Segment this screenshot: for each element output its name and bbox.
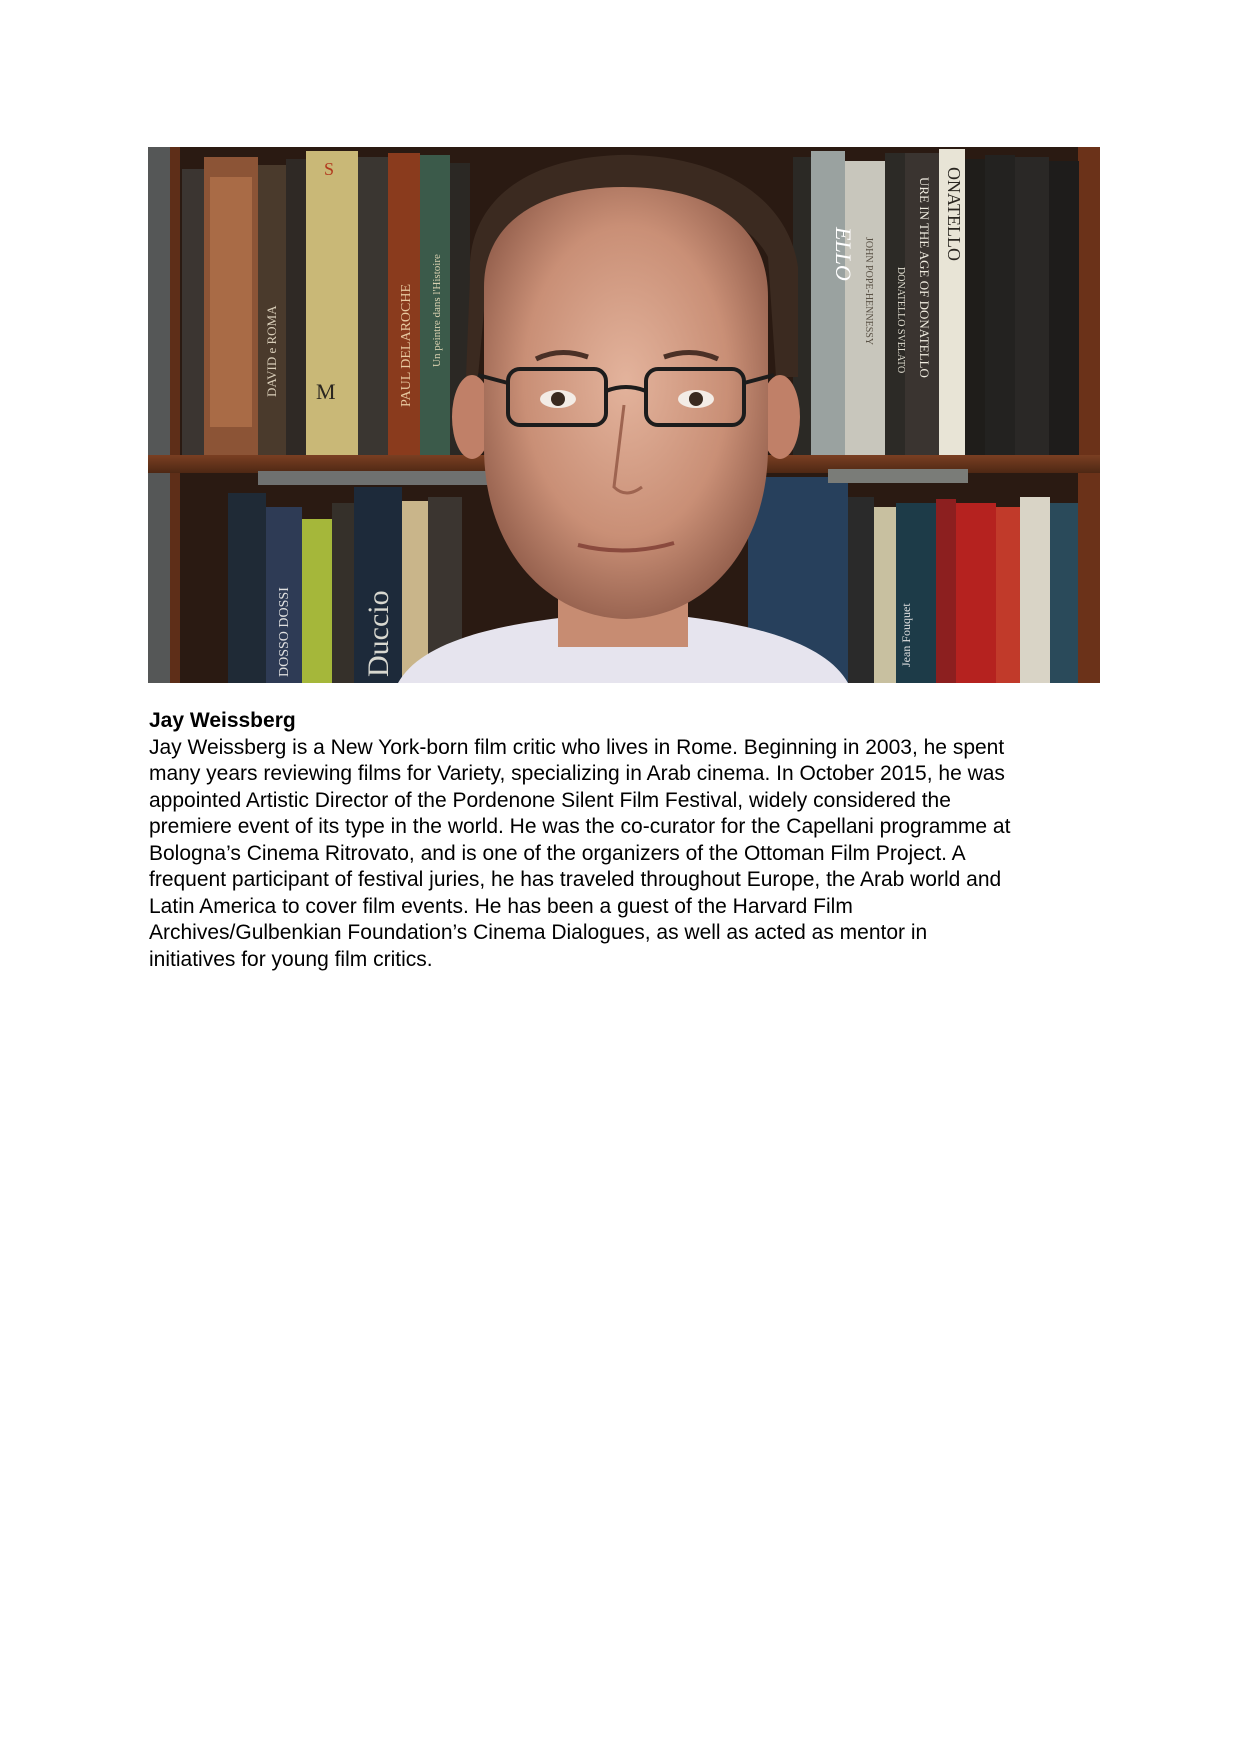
bio-section — [149, 708, 1109, 973]
bio-paragraph — [149, 735, 1109, 974]
spine-label: PAUL DELAROCHE — [399, 283, 414, 407]
spine-label: Un peintre dans l'Histoire — [431, 254, 443, 367]
spine-label: DAVID e ROMA — [264, 305, 279, 397]
book-letter: M — [316, 379, 336, 404]
bio-line: Jay Weissberg is a New York-born film critic who lives in Rome. Beginning in 2003, he spent — [149, 735, 1005, 759]
bio-line: premiere event of its type in the world. He was the co-curator for the Capellani programme at — [149, 815, 1011, 838]
spine-label: DONATELLO SVELATO — [895, 267, 906, 374]
bio-line: Archives/Gulbenkian Foundation’s Cinema Dialogues, as well as acted as mentor in — [149, 921, 928, 944]
spine-label: ONATELLO — [944, 167, 964, 261]
bio-line: initiatives for young film critics. — [149, 947, 433, 971]
bio-line: Bologna’s Cinema Ritrovato, and is one of the organizers of the Ottoman Film Project. A — [149, 841, 966, 865]
spine-label: Jean Fouquet — [899, 603, 913, 667]
spine-label: ELLO — [831, 227, 856, 281]
bio-name: Jay Weissberg — [149, 709, 296, 732]
spine-label: DOSSO DOSSI — [277, 587, 292, 677]
bio-line: appointed Artistic Director of the Pordenone Silent Film Festival, widely considered the — [149, 788, 951, 812]
spine-label: URE IN THE AGE OF DONATELLO — [917, 177, 932, 378]
face — [484, 187, 768, 619]
spine-label: JOHN POPE-HENNESSY — [863, 237, 874, 346]
spine-label: Duccio — [362, 590, 395, 677]
bio-line: Latin America to cover film events. He has been a guest of the Harvard Film — [149, 894, 853, 918]
portrait-photo — [148, 147, 1100, 683]
bio-line: frequent participant of festival juries, he has traveled throughout Europe, the Arab world and — [149, 868, 1002, 891]
spine-label: S — [324, 159, 335, 179]
bio-line: many years reviewing films for Variety, specializing in Arab cinema. In October 2015, he was — [149, 762, 1005, 785]
